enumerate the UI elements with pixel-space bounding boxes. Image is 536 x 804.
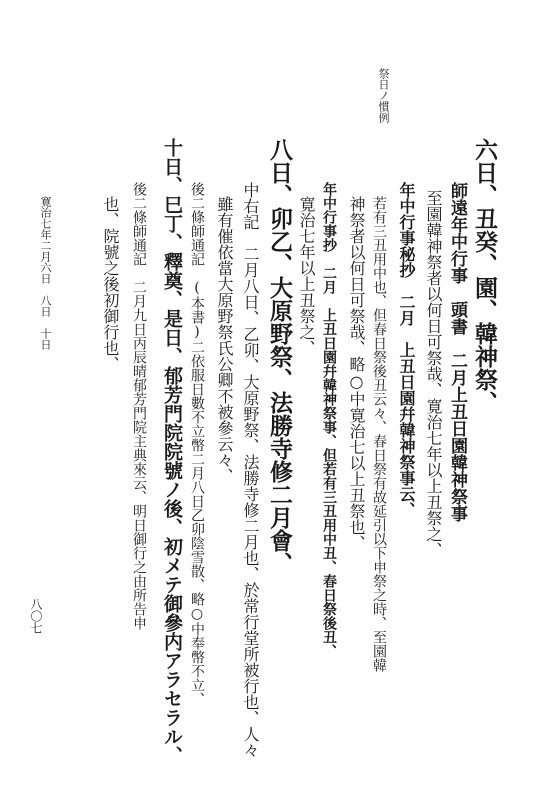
source-line-chuyuki: 中右記 二月八日、乙卯、大原野祭、法勝寺修二月也、於常行堂所被行也、人々	[241, 182, 260, 758]
margin-note: 祭日ノ慣例	[377, 68, 390, 123]
source-line-shien: 師遠年中行事 頭書 二月上丑日園韓神祭事	[447, 182, 467, 522]
body-line: 神祭者以何日可祭哉、略○中寛治七以上丑祭也、	[347, 196, 366, 551]
body-line: 至園韓神祭者以何日可祭哉、寛治七年以上丑祭之、	[424, 190, 443, 558]
entry-heading-8th: 八日、卯乙、大原野祭、法勝寺修二月會、	[266, 138, 293, 575]
body-line: 也、院號之後初御行也、	[101, 196, 120, 372]
body-line: 若有三丑用中也、但春日祭後丑云々、春日祭有故延引以下申祭之時、至園韓	[371, 196, 387, 672]
body-line: 寛治七年以上丑祭之、	[297, 196, 316, 356]
source-line-moromichi-1: 後二條師通記 (本書)二依服日數不立幣二月八日乙卯陰雪散、略○中奉幣不立、	[189, 182, 205, 706]
footer-dates: 寛治七年二月六日 八日 十日	[39, 196, 52, 350]
source-line-hisho: 年中行事秘抄 二月 上丑日園幷韓神祭事云、	[397, 182, 416, 518]
entry-heading-6th: 六日、丑癸、園、韓神祭、	[471, 138, 498, 414]
entry-heading-10th: 十日、巳丁、釋奠、是日、郁芳門院院號ノ後、初メテ御參内アラセラル、	[161, 138, 183, 765]
source-line-moromichi-2: 後二條師通記 二月九日丙辰晴郁芳門院主典來云、明日御行之由所告申	[131, 182, 147, 630]
body-line: 雖有催依當大原野祭氏公卿不被參云々、	[215, 196, 234, 484]
source-line-gyojisho: 年中行事抄 二月 上丑日園幷韓神祭事、但若有三丑用中丑、春日祭後丑、	[321, 182, 337, 658]
page-number: 八〇七	[29, 598, 43, 634]
